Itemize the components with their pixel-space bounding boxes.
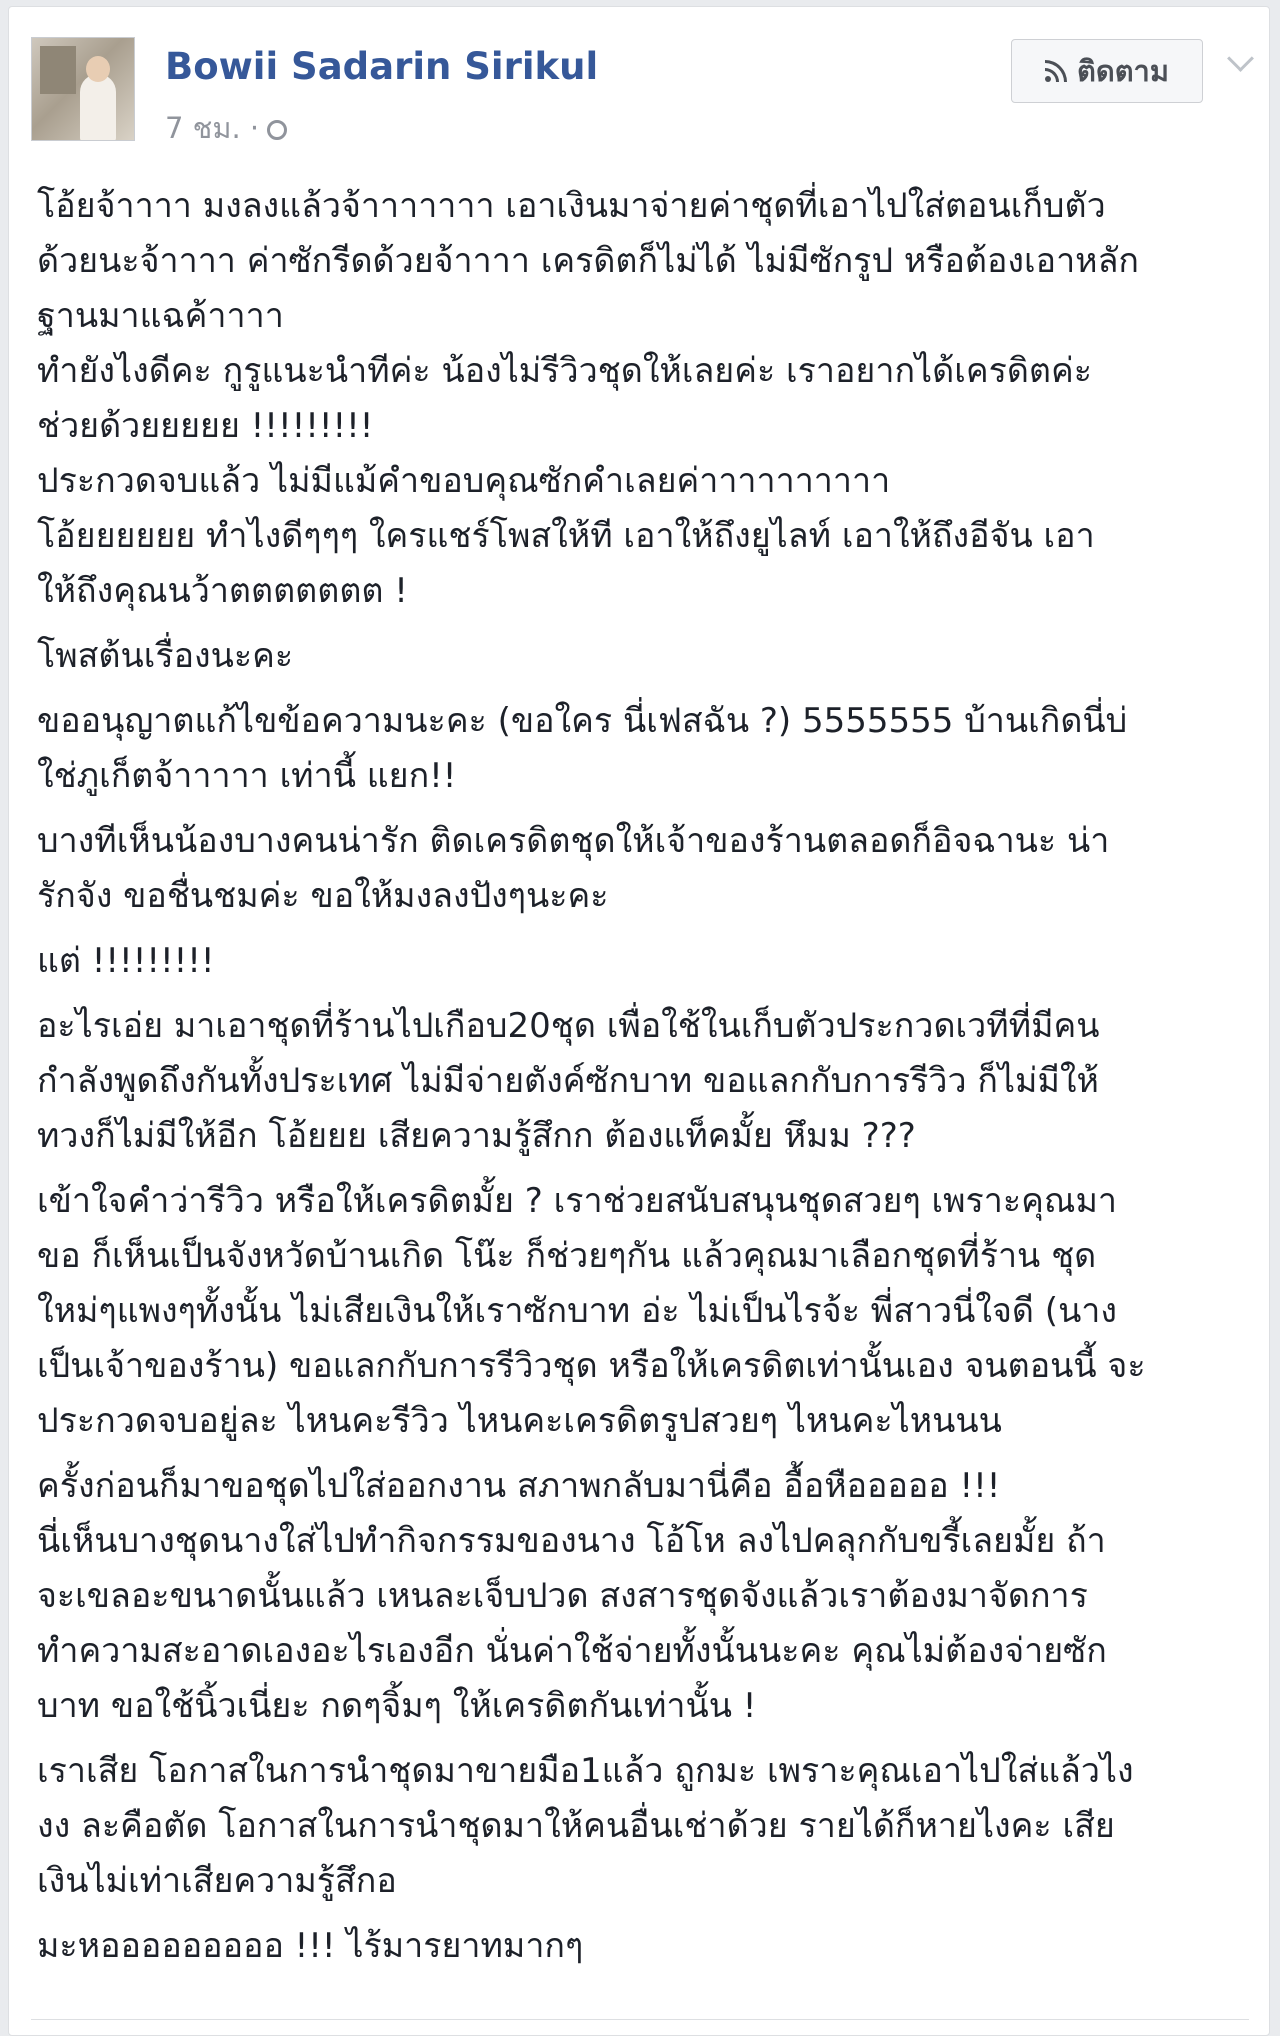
follow-button-label: ติดตาม [1077,54,1169,88]
post-text-line: เป็นเจ้าของร้าน) ขอแลกกับการรีวิวชุด หรือให้เครดิตเท่านั้นเอง จนตอนนี้ จะ [37,1346,1146,1386]
post-meta [165,105,287,151]
post-text-line: อะไรเอ่ย มาเอาชุดที่ร้านไปเกือบ20ชุด เพื่อใช้ในเก็บตัวประกวดเวทีที่มีคน [37,1006,1100,1046]
post-paragraph [37,694,1255,804]
post-text-line: แต่ !!!!!!!!! [37,941,215,981]
post-text-line: ด้วยนะจ้าาาา ค่าซักรีดด้วยจ้าาาา เครดิตก็ไม่ได้ ไม่มีซักรูป หรือต้องเอาหลัก [37,241,1139,281]
post-text-line: งง ละคือตัด โอกาสในการนำชุดมาให้คนอื่นเช่าด้วย รายได้ก็หายไงคะ เสีย [37,1806,1115,1846]
post-text-line: โอ้ยจ้าาาา มงลงแล้วจ้าาาาาาา เอาเงินมาจ่ายค่าชุดที่เอาไปใส่ตอนเก็บตัว [37,186,1106,226]
globe-icon[interactable] [267,120,287,140]
post-text-line: ทวงก็ไม่มีให้อีก โอ้ยยย เสียความรู้สึกก ต้องแท็คมั้ย หึมม ??? [37,1116,916,1156]
post-text-line: โอ้ยยยยยย ทำไงดีๆๆๆ ใครแชร์โพสให้ที เอาให้ถึงยูไลท์ เอาให้ถึงอีจัน เอา [37,516,1095,556]
post-text-line: นี่เห็นบางชุดนางใส่ไปทำกิจกรรมของนาง โอ้โห ลงไปคลุกกับขรี้เลยมั้ย ถ้า [37,1521,1106,1561]
post-text-line: ขอ ก็เห็นเป็นจังหวัดบ้านเกิด โน๊ะ ก็ช่วยๆกัน แล้วคุณมาเลือกชุดที่ร้าน ชุด [37,1236,1097,1276]
post-text-line: ขออนุญาตแก้ไขข้อความนะคะ (ขอใคร นี่เฟสฉัน ?) 5555555 บ้านเกิดนี่บ่ [37,701,1128,741]
post-text-line: กำลังพูดถึงกันทั้งประเทศ ไม่มีจ่ายตังค์ซักบาท ขอแลกกับการรีวิว ก็ไม่มีให้ [37,1061,1099,1101]
avatar-background [40,46,76,94]
post-text-line: บางทีเห็นน้องบางคนน่ารัก ติดเครดิตชุดให้เจ้าของร้านตลอดก็อิจฉานะ น่า [37,821,1110,861]
post-text-line: มะหอออออออออ !!! ไร้มารยาทมากๆ [37,1926,584,1966]
chevron-down-icon[interactable] [1227,45,1254,72]
post-body [37,179,1255,1984]
post-paragraph [37,1744,1255,1909]
avatar-person-head [86,56,110,82]
post-text-line: ประกวดจบแล้ว ไม่มีแม้คำขอบคุณซักคำเลยค่าาาาาาาาาา [37,461,891,501]
post-paragraph [37,629,1255,684]
post-text-line: จะเขลอะขนาดนั้นแล้ว เหนละเจ็บปวด สงสารชุดจังแล้วเราต้องมาจัดการ [37,1576,1088,1616]
post-text-line: รักจัง ขอชื่นชมค่ะ ขอให้มงลงปังๆนะคะ [37,876,609,916]
post-text-line: เข้าใจคำว่ารีวิว หรือให้เครดิตมั้ย ? เราช่วยสนับสนุนชุดสวยๆ เพราะคุณมา [37,1181,1117,1221]
post-text-line: ใหม่ๆแพงๆทั้งนั้น ไม่เสียเงินให้เราซักบาท อ่ะ ไม่เป็นไรจ้ะ พี่สาวนี่ใจดี (นาง [37,1291,1117,1331]
post-text-line: ช่วยด้วยยยยย !!!!!!!!! [37,406,374,446]
post-text-line: เราเสีย โอกาสในการนำชุดมาขายมือ1แล้ว ถูกมะ เพราะคุณเอาไปใส่แล้วไง [37,1751,1134,1791]
post-paragraph [37,1174,1255,1449]
post-text-line: บาท ขอใช้นิ้วเนี่ยะ กดๆจิ้มๆ ให้เครดิตกันเท่านั้น ! [37,1686,757,1726]
post-card [8,6,1270,2036]
avatar-person-body [80,74,116,141]
author-name[interactable]: Bowii Sadarin Sirikul [165,45,599,88]
post-paragraph [37,1459,1255,1734]
post-text-line: ครั้งก่อนก็มาขอชุดไปใส่ออกงาน สภาพกลับมานี่คือ อื้อหือออออ !!! [37,1466,1001,1506]
post-paragraph [37,179,1255,619]
post-text-line: ฐานมาแฉค้าาาา [37,296,284,336]
post-timestamp[interactable]: 7 ชม. · [165,111,260,145]
post-text-line: ประกวดจบอยู่ละ ไหนคะรีวิว ไหนคะเครดิตรูปสวยๆ ไหนคะไหนนน [37,1401,1002,1441]
post-paragraph [37,1919,1255,1974]
post-text-line: ใช่ภูเก็ตจ้าาาาา เท่านี้ แยก!! [37,756,457,796]
post-text-line: โพสต้นเรื่องนะคะ [37,636,294,676]
post-paragraph [37,934,1255,989]
profile-avatar[interactable] [31,37,135,141]
post-paragraph [37,814,1255,924]
post-text-line: ให้ถึงคุณนว้าตตตตตตต ! [37,571,408,611]
post-paragraph [37,999,1255,1164]
follow-button[interactable] [1011,39,1203,103]
post-text-line: ทำยังไงดีคะ กูรูแนะนำทีค่ะ น้องไม่รีวิวชุดให้เลยค่ะ เราอยากได้เครดิตค่ะ [37,351,1092,391]
post-text-line: ทำความสะอาดเองอะไรเองอีก นั่นค่าใช้จ่ายทั้งนั้นนะคะ คุณไม่ต้องจ่ายซัก [37,1631,1107,1671]
rss-icon [1045,60,1067,82]
post-text-line: เงินไม่เท่าเสียความรู้สึกอ [37,1861,397,1901]
